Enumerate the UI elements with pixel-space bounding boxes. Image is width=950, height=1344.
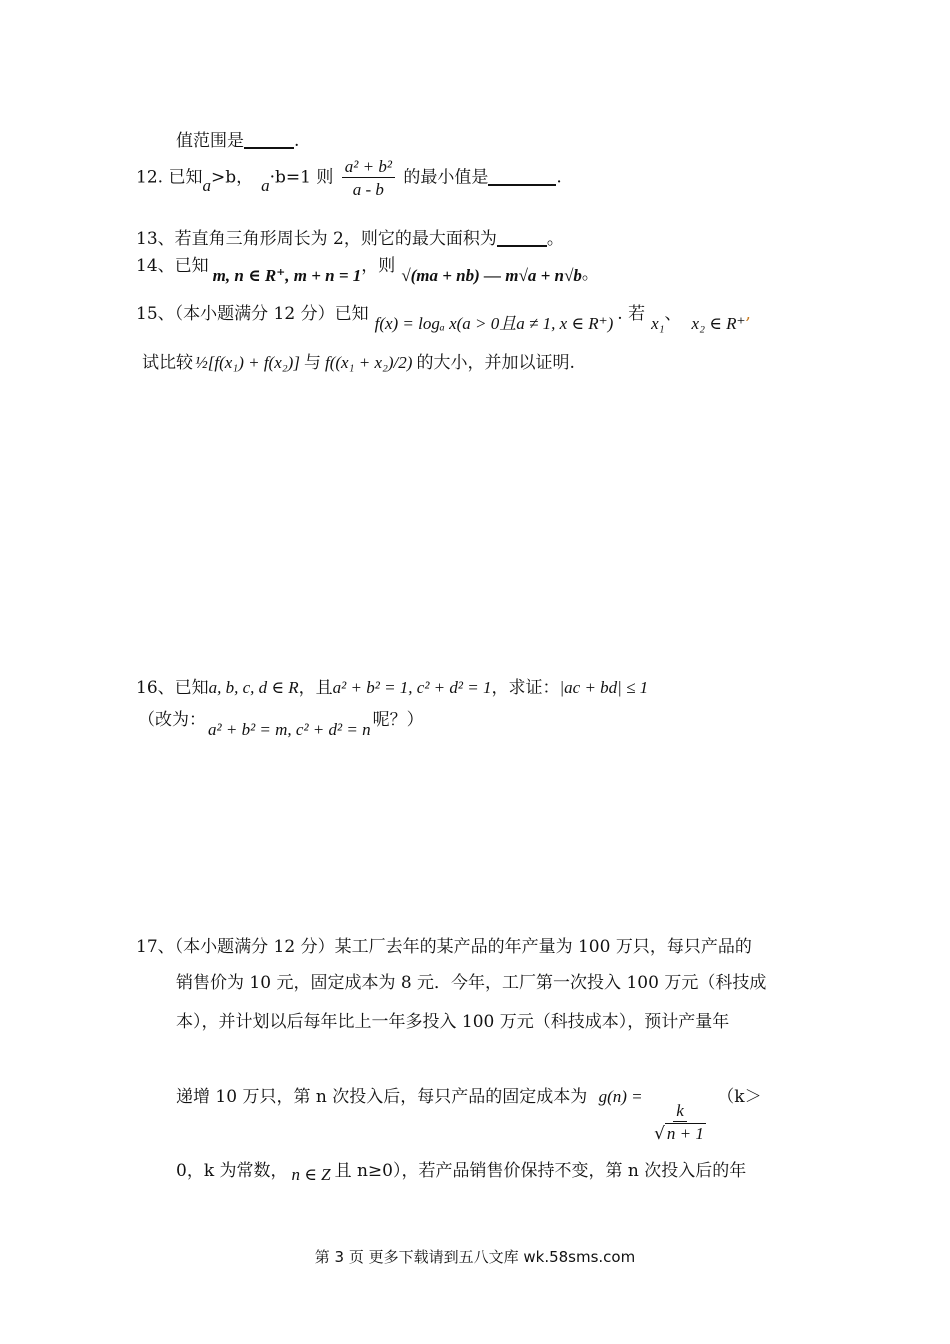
q17-line-5: 0，k 为常数， n ∈ Z 且 n≥0），若产品销售价保持不变，第 n 次投入后的年 xyxy=(176,1161,747,1184)
q16-line-1: 16、已知a, b, c, d ∈ R，且a² + b² = 1, c² + d² = 1，求证：|ac + bd| ≤ 1 xyxy=(136,678,649,698)
q15-line-2: 试比较 ½[f(x₁) + f(x₂)] 与 f((x₁ + x₂)/2) 的大小，并加以证明. xyxy=(142,353,575,373)
q16-line-2: （改为： a² + b² = m, c² + d² = n 呢？） xyxy=(138,710,424,739)
q11-line: 值范围是 . xyxy=(176,131,300,151)
answer-blank xyxy=(244,131,294,149)
answer-blank xyxy=(488,168,556,186)
q13-line: 13、若直角三角形周长为 2，则它的最大面积为 。 xyxy=(136,229,564,249)
page-footer: 第 3 页 更多下载请到五八文库 wk.58sms.com xyxy=(314,1248,636,1266)
q17-line-1: 17、（本小题满分 12 分）某工厂去年的某产品的年产量为 100 万只，每只产品的 xyxy=(136,937,752,957)
q12-line: 12. 已知a>b， a·b=1 则 $\frac{\text{a² + b²}}{a - b}$ 的最小值是 . xyxy=(136,157,562,199)
fraction: $\frac{\text{a² + b²}}{a - b}$ xyxy=(342,158,395,198)
question-number: 12. xyxy=(136,167,164,188)
question-number: 13、 xyxy=(136,229,175,249)
question-number: 17、 xyxy=(136,937,175,957)
q17-line-2: 销售价为 10 元，固定成本为 8 元．今年，工厂第一次投入 100 万元（科技成 xyxy=(176,973,767,993)
question-number: 16、 xyxy=(136,678,175,698)
answer-blank xyxy=(497,229,547,247)
q17-line-4: 递增 10 万只，第 n 次投入后，每只产品的固定成本为 g(n) = $\frac{k}{√ n + 1}$ （k＞ xyxy=(176,1087,762,1144)
q17-line-3: 本），并计划以后每年比上一年多投入 100 万元（科技成本），预计产量年 xyxy=(176,1012,730,1032)
q14-line: 14、已知 m, n ∈ R⁺, m + n = 1，则 √(ma + nb) — m√a + n√b。 xyxy=(136,256,599,285)
question-number: 14、 xyxy=(136,256,175,276)
question-number: 15、 xyxy=(136,304,175,324)
q15-line-1: 15、（本小题满分 12 分）已知 f(x) = logₐ x(a > 0且a ≠ 1, x ∈ R⁺) . 若 x₁、 x₂ ∈ R⁺, xyxy=(136,304,751,333)
fraction: $\frac{k}{√ n + 1}$ xyxy=(654,1101,704,1144)
